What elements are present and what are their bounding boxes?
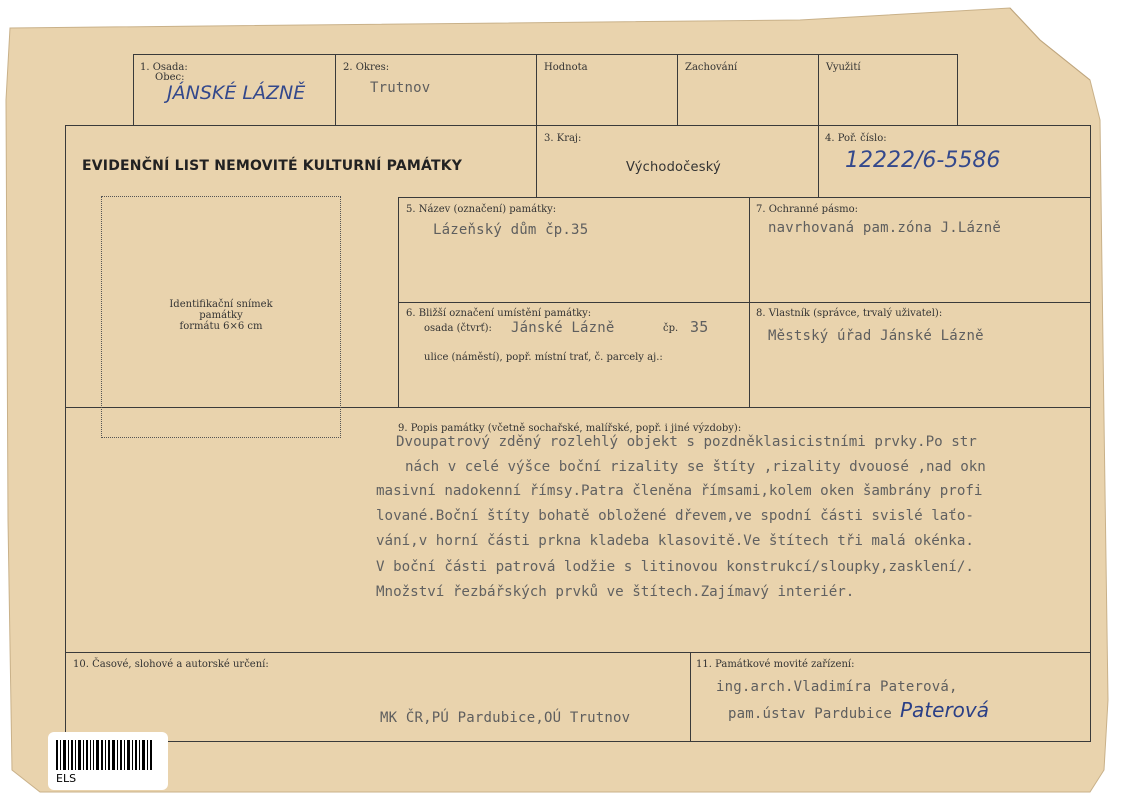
kraj-label: 3. Kraj: (544, 133, 582, 144)
form-title: EVIDENČNÍ LIST NEMOVITÉ KULTURNÍ PAMÁTKY (82, 158, 463, 174)
ochranne-value: navrhovaná pam.zóna J.Lázně (768, 220, 1001, 236)
zachovani-label: Zachování (685, 62, 738, 73)
description-line-6: V boční části patrová lodžie s litinovou konstrukcí/sloupky,zasklení/. (376, 559, 974, 575)
description-line-7: Množství řezbářských prvků ve štítech.Zajímavý interiér. (376, 584, 855, 600)
por-cislo-value: 12222/6-5586 (845, 148, 1001, 173)
photo-text-line-2: památky (199, 310, 243, 321)
description-line-5: vání,v horní části prkna kladeba klasovitě.Ve štítech tři malá okénka. (376, 533, 974, 549)
vlastnik-value: Městský úřad Jánské Lázně (768, 328, 984, 344)
movite-label: 11. Památkové movité zařízení: (696, 659, 855, 670)
casove-value: MK ČR,PÚ Pardubice,OÚ Trutnov (380, 710, 631, 726)
okres-label: 2. Okres: (343, 62, 390, 73)
blizsi-label: 6. Bližší označení umístění památky: (406, 308, 592, 319)
description-line-3: masivní nadokenní římsy.Patra členěna římsami,kolem oken šambrány profi (376, 483, 983, 499)
por-cislo-label: 4. Poř. číslo: (825, 133, 887, 144)
barcode-sticker (48, 732, 168, 790)
nazev-value: Lázeňský dům čp.35 (433, 222, 589, 238)
vlastnik-label: 8. Vlastník (správce, trvalý uživatel): (756, 308, 943, 319)
cp-value: 35 (690, 318, 709, 336)
photo-text-line-3: formátu 6×6 cm (179, 321, 263, 332)
hodnota-label: Hodnota (544, 62, 588, 73)
description-line-2: nách v celé výšce boční rizality se štíty ,rizality dvouosé ,nad okn (405, 459, 986, 475)
nazev-label: 5. Název (označení) památky: (406, 204, 557, 215)
description-line-4: lované.Boční štíty bohatě obložené dřevem,ve spodní části svislé laťo- (376, 508, 974, 524)
cp-label: čp. (663, 323, 679, 334)
obec-label: Obec: (155, 72, 185, 83)
osada-ctvrt-label: osada (čtvrť): (424, 323, 492, 334)
osada-label: 1. Osada: (140, 62, 188, 73)
photo-text-line-1: Identifikační snímek (169, 299, 273, 310)
okres-value: Trutnov (370, 80, 431, 96)
photo-placeholder (101, 196, 341, 438)
ulice-label: ulice (náměstí), popř. místní trať, č. parcely aj.: (424, 352, 663, 363)
osada-ctvrt-value: Jánské Lázně (511, 320, 615, 336)
signature: Paterová (900, 698, 990, 722)
barcode-label: ELS (56, 772, 77, 785)
zpracoval-line-2: pam.ústav Pardubice (728, 706, 892, 722)
description-line-1: Dvoupatrový zděný rozlehlý objekt s pozdněklasicistními prvky.Po str (396, 434, 977, 450)
barcode-icon (56, 740, 160, 770)
vyuziti-label: Využití (826, 62, 861, 73)
ochranne-label: 7. Ochranné pásmo: (756, 204, 859, 215)
zpracoval-line-1: ing.arch.Vladimíra Paterová, (716, 679, 958, 695)
kraj-value: Východočeský (626, 160, 721, 175)
obec-value: JÁNSKÉ LÁZNĚ (167, 82, 306, 104)
casove-label: 10. Časové, slohové a autorské určení: (73, 659, 269, 670)
popis-label: 9. Popis památky (včetně sochařské, malířské, popř. i jiné výzdoby): (398, 423, 742, 434)
